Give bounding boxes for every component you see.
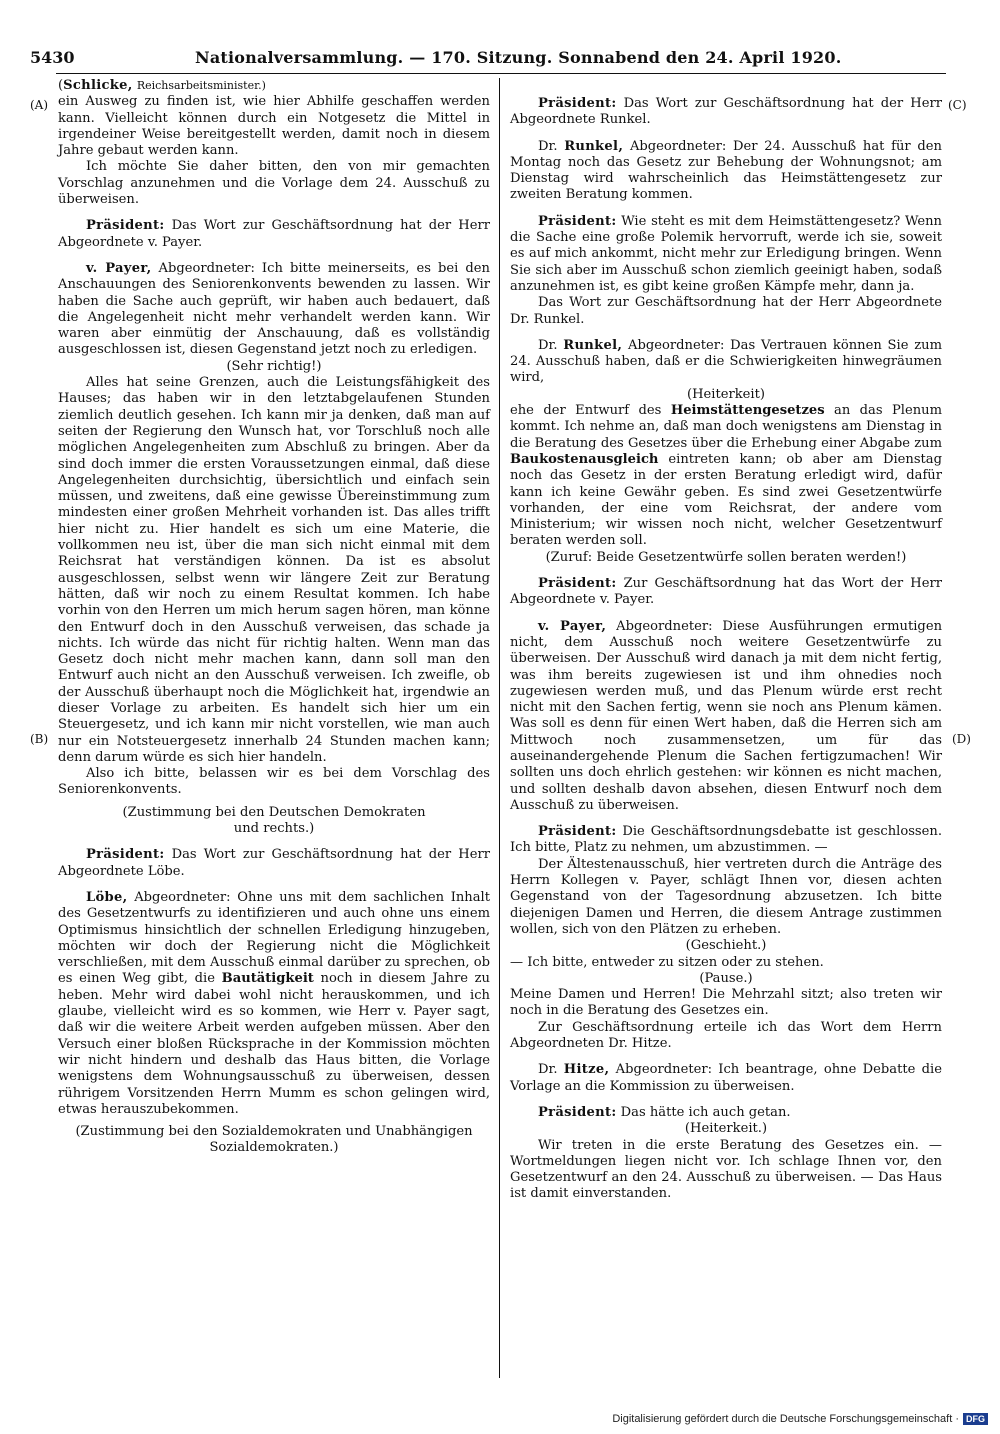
margin-marker-c: (C)	[948, 98, 967, 112]
margin-marker-b: (B)	[30, 732, 49, 746]
left-column	[58, 78, 490, 1157]
interjection: (Zustimmung bei den Deutschen Demokraten und rechts.)	[122, 804, 426, 837]
speaker-name: Löbe,	[86, 889, 128, 905]
speaker-name: Präsident:	[86, 847, 165, 863]
speaker-name: Präsident:	[538, 576, 617, 592]
running-title: Nationalversammlung. — 170. Sitzung. Sonnabend den 24. April 1920.	[195, 48, 842, 67]
speech: Dr. Hitze, Abgeordneter: Ich beantrage, ohne Debatte die Vorlage an die Kommission zu überweisen.	[510, 1062, 942, 1094]
speech: Präsident: Das Wort zur Geschäftsordnung hat der Herr Abgeordnete Löbe.	[58, 847, 490, 879]
speaker-name: Präsident:	[86, 218, 165, 234]
continuation-line: (Schlicke, Reichsarbeitsminister.)	[58, 78, 266, 93]
paragraph: Also ich bitte, belassen wir es bei dem Vorschlag des Seniorenkonvents.	[58, 766, 490, 798]
paragraph: Meine Damen und Herren! Die Mehrzahl sitzt; also treten wir noch in die Beratung des Gesetzes ein.	[510, 987, 942, 1019]
interjection: (Sehr richtig!)	[226, 358, 322, 374]
speech: Löbe, Abgeordneter: Ohne uns mit dem sachlichen Inhalt des Gesetzentwurfs zu identifizieren und auch ohne uns einem Optimismus hinsichtlich der schnellen Erledigung hinzugeben, möchten wir doch der Regierung nicht die Möglichkeit verschließen, mit dem Ausschuß einmal darüber zu sprechen, ob es einen Weg gibt, die Bautätigkeit noch in diesem Jahre zu heben. Mehr wird dabei wohl nicht herauskommen, und ich glaube, vielleicht wird es so kommen, wie Herr v. Payer sagt, daß wir die weitere Arbeit werden aufgeben müssen. Aber den Versuch einer bloßen Rücksprache in der Kommission möchten wir nicht hindern und deshalb das Haus bitten, die Vorlage wenigstens dem Wohnungsausschuß zu überweisen, dessen rührigem Vorsitzenden Herrn Mumm es schon gelingen wird, etwas herauszubekommen.	[58, 889, 490, 1117]
interjection: (Geschieht.)	[685, 938, 767, 954]
page-header	[0, 48, 1000, 72]
footer-credit: Digitalisierung gefördert durch die Deutsche Forschungsgemeinschaft ·	[612, 1413, 959, 1425]
interjection: (Heiterkeit)	[687, 386, 765, 402]
speech: Dr. Runkel, Abgeordneter: Der 24. Ausschuß hat für den Montag noch das Gesetz zur Behebung der Wohnungsnot; am Dienstag wird wahrscheinlich das Heimstättengesetz zur zweiten Beratung kommen.	[510, 138, 942, 203]
speaker-name: v. Payer,	[538, 618, 607, 634]
paragraph: Wir treten in die erste Beratung des Gesetzes ein. — Wortmeldungen liegen nicht vor. Ich schlage Ihnen vor, den Gesetzentwurf an den 24. Ausschuß zu überweisen. — Das Haus ist damit einverstanden.	[510, 1137, 942, 1202]
speech: Präsident: Das Wort zur Geschäftsordnung hat der Herr Abgeordnete Runkel.	[510, 96, 942, 128]
speech: Dr. Runkel, Abgeordneter: Das Vertrauen können Sie zum 24. Ausschuß haben, daß er die Schwierigkeiten hinwegräumen wird,	[510, 337, 942, 386]
right-column	[510, 78, 942, 1203]
paragraph: — Ich bitte, entweder zu sitzen oder zu stehen.	[510, 954, 824, 970]
interjection: (Heiterkeit.)	[684, 1121, 768, 1137]
interjection: (Zustimmung bei den Sozialdemokraten und Unabhängigen Sozialdemokraten.)	[75, 1124, 473, 1156]
speaker-name: v. Payer,	[86, 260, 152, 276]
speech: Präsident: Zur Geschäftsordnung hat das Wort der Herr Abgeordnete v. Payer.	[510, 576, 942, 608]
speech: Präsident: Das Wort zur Geschäftsordnung hat der Herr Abgeordnete v. Payer.	[58, 218, 490, 250]
dfg-logo: DFG	[963, 1413, 988, 1425]
paragraph: Das Wort zur Geschäftsordnung hat der Herr Abgeordnete Dr. Runkel.	[510, 295, 942, 327]
paragraph: ein Ausweg zu finden ist, wie hier Abhilfe geschaffen werden kann. Vielleicht können durch ein Notgesetz die Mittel in irgendeiner Weise bereitgestellt werden, damit noch in diesem Jahre gebaut werden kann.	[58, 94, 490, 159]
speaker-name: Runkel,	[564, 138, 624, 154]
interjection: (Zuruf: Beide Gesetzentwürfe sollen beraten werden!)	[545, 549, 907, 565]
speaker-name: Präsident:	[538, 1104, 617, 1120]
footer	[612, 1413, 988, 1425]
paragraph: Alles hat seine Grenzen, auch die Leistungsfähigkeit des Hauses; das haben wir in den letztabgelaufenen Stunden ziemlich deutlich gesehen. Ich kann mir ja denken, daß man auf seiten der Regierung den Wunsch hat, vor Torschluß noch alle möglichen Angelegenheiten zum Abschluß zu bringen. Aber da sind doch immer die ersten Voraussetzungen einmal, daß diese Angelegenheiten durchsichtig, übersichtlich und einfach sein müssen, und zweitens, daß eine gewisse Übereinstimmung zum mindesten einer großen Mehrheit vorhanden ist. Das alles trifft hier nicht zu. Hier handelt es sich um eine Materie, die vollkommen neu ist, über die man sich nicht einmal mit dem Reichsrat hat verständigen können. Da ist es absolut ausgeschlossen, selbst wenn wir längere Zeit zur Beratung hätten, daß wir noch zu einem Resultat kommen. Ich habe vorhin von den Herren um mich herum sagen hören, man könne den Entwurf doch in den Ausschuß verweisen, das schade ja nichts. Ich würde das nicht für richtig halten. Wenn man das Gesetz doch nicht mehr machen kann, dann soll man den Entwurf auch nicht an den Ausschuß verweisen. Ich zweifle, ob der Ausschuß überhaupt noch die Möglichkeit hat, irgendwie an dieser Vorlage zu arbeiten. Es handelt sich hier um ein Steuergesetz, und ich kann mir nicht vorstellen, wie man auch nur ein Notsteuergesetz innerhalb 24 Stunden machen kann; denn darum würde es sich hier handeln.	[58, 375, 490, 765]
speaker-name: Runkel,	[563, 337, 623, 353]
speaker-name: Hitze,	[563, 1062, 610, 1078]
page-number: 5430	[30, 48, 75, 67]
speech: v. Payer, Abgeordneter: Ich bitte meinerseits, es bei den Anschauungen des Seniorenkonvents bewenden zu lassen. Wir haben die Sache auch geprüft, wir haben auch bedauert, daß die Angelegenheit nicht mehr verhandelt werden kann. Wir waren aber einmütig der Anschauung, daß es vollständig ausgeschlossen ist, diesen Gegenstand jetzt noch zu erledigen.	[58, 260, 490, 358]
interjection: (Pause.)	[699, 970, 753, 986]
margin-marker-a: (A)	[30, 98, 49, 112]
speaker-name: Präsident:	[538, 213, 617, 229]
paragraph: Ich möchte Sie daher bitten, den von mir gemachten Vorschlag anzunehmen und die Vorlage dem 24. Ausschuß zu überweisen.	[58, 159, 490, 208]
header-rule	[56, 73, 946, 74]
speech: Präsident: Die Geschäftsordnungsdebatte ist geschlossen. Ich bitte, Platz zu nehmen, um abzustimmen. —	[510, 824, 942, 856]
speech: Präsident: Wie steht es mit dem Heimstättengesetz? Wenn die Sache eine große Polemik hervorruft, werde ich sie, soweit es auf mich ankommt, nicht mehr zur Erledigung bringen. Wenn Sie sich aber im Ausschuß schon ziemlich geeinigt haben, sodaß anzunehmen ist, es gibt keine großen Kämpfe mehr, dann ja.	[510, 213, 942, 294]
paragraph: Der Ältestenausschuß, hier vertreten durch die Anträge des Herrn Kollegen v. Payer, schlägt Ihnen vor, diesen achten Gegenstand von der Tagesordnung abzusetzen. Ich bitte diejenigen Damen und Herren, die diesem Antrage zustimmen wollen, sich von den Plätzen zu erheben.	[510, 856, 942, 937]
speech: Präsident: Das hätte ich auch getan.	[538, 1104, 791, 1120]
speech: v. Payer, Abgeordneter: Diese Ausführungen ermutigen nicht, dem Ausschuß noch weitere Gesetzentwürfe zu überweisen. Der Ausschuß wird danach ja mit dem nicht fertig, was ihm bereits zugewiesen ist und ihm ohnedies noch zugewiesen werden muß, und das Plenum würde erst recht nicht mit den Sachen fertig, wenn sie noch ans Plenum kämen. Was soll es denn für einen Wert haben, daß die Herren sich am Mittwoch noch zusammensetzen, um für das auseinandergehende Plenum die Sachen fertigzumachen! Wir sollten uns doch ehrlich gestehen: wir können es nicht machen, und sollten deshalb davon absehen, diesen Entwurf noch dem Ausschuß zu überweisen.	[510, 618, 942, 813]
speaker-name: Präsident:	[538, 96, 617, 111]
margin-marker-d: (D)	[952, 732, 971, 746]
paragraph: Zur Geschäftsordnung erteile ich das Wort dem Herrn Abgeordneten Dr. Hitze.	[510, 1019, 942, 1052]
paragraph: ehe der Entwurf des Heimstättengesetzes an das Plenum kommt. Ich nehme an, daß man doch wenigstens am Dienstag in die Beratung des Gesetzes über die Erhebung einer Abgabe zum Baukostenausgleich eintreten kann; ob aber am Dienstag noch das Gesetz in der ersten Beratung erledigt wird, dafür kann ich keine Gewähr geben. Es sind zwei Gesetzentwürfe vorhanden, der eine vom Reichsrat, der andere vom Ministerium; wir wissen noch nicht, welcher Gesetzentwurf beraten werden soll.	[510, 403, 943, 549]
column-divider	[499, 78, 500, 1378]
speaker-name: Präsident:	[538, 824, 617, 840]
